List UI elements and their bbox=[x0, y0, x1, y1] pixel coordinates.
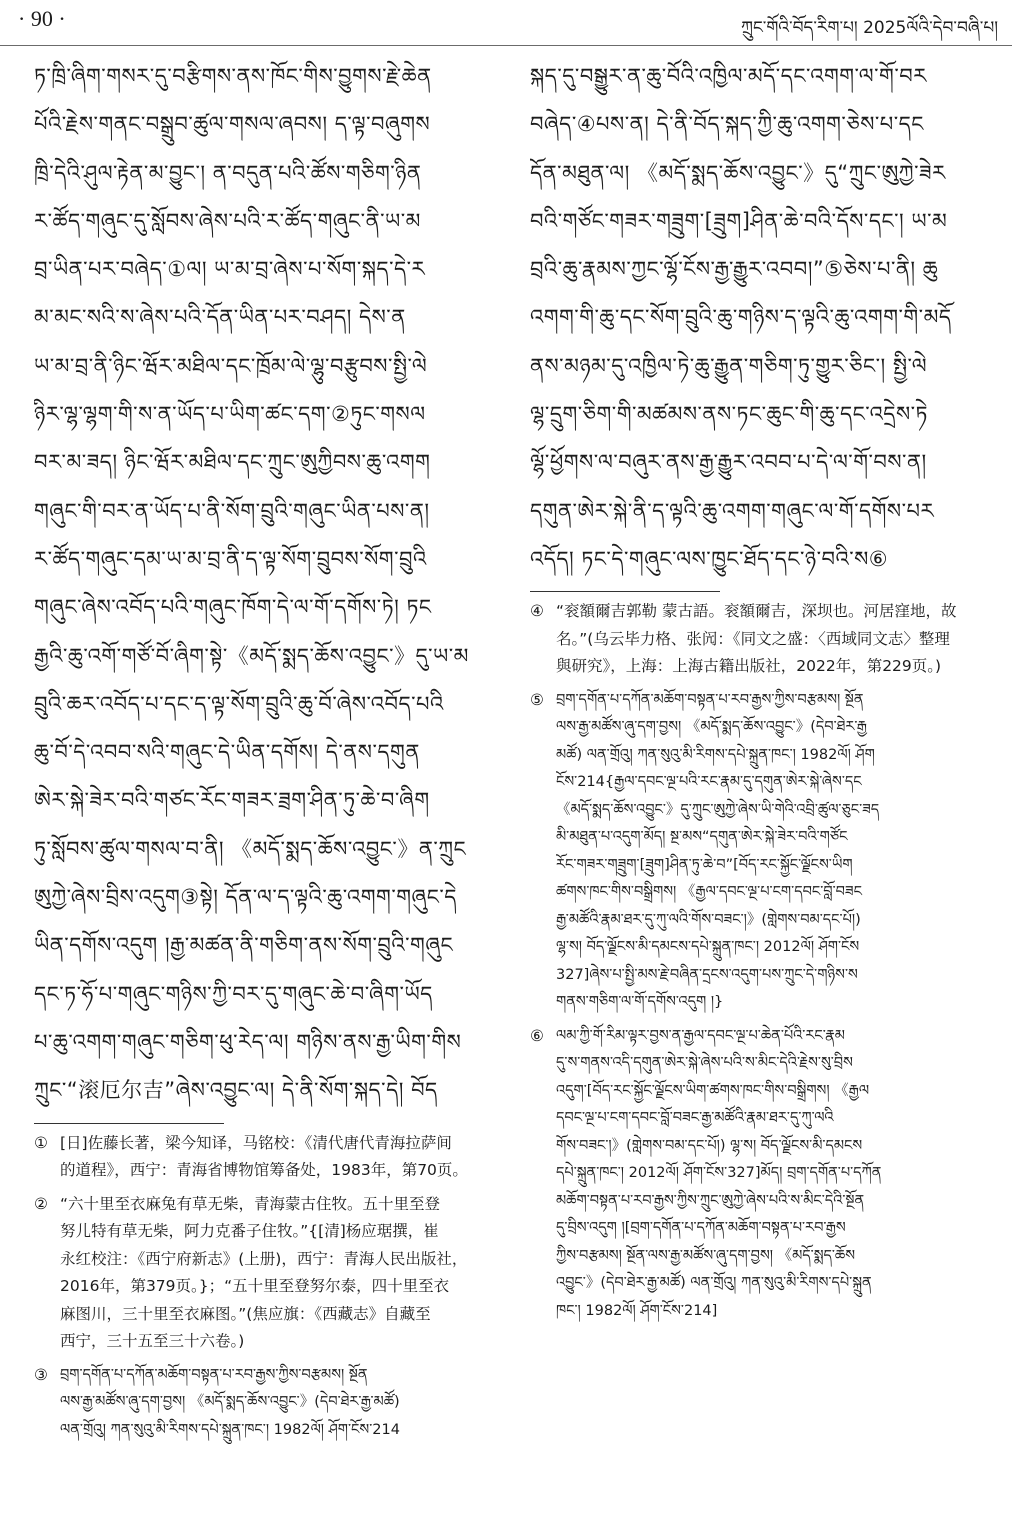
footnote-mark: ② bbox=[34, 1194, 48, 1213]
footnote-line: “衮額爾吉郭勒 蒙古語。衮額爾吉，深坝也。河居窪地，故 bbox=[556, 602, 957, 621]
footnote-line: 的道程》，西宁：青海省博物馆筹备处，1983年，第70页。 bbox=[60, 1161, 468, 1180]
footnote-line: 2016年，第379页。}；“五十里至登努尔泰，四十里至衣 bbox=[60, 1277, 450, 1296]
footnote-line: 與研究》，上海：上海古籍出版社，2022年，第229页。) bbox=[556, 657, 942, 676]
footnote-line: དུ་བྲིས་འདུག །[བྲག་དགོན་པ་དཀོན་མཆོག་བསྟན་པ་རབ་རྒྱས bbox=[556, 1220, 846, 1237]
page-header bbox=[0, 0, 1012, 46]
body-line: ཆུ་བོ་དེ་འབབ་སའི་གཞུང་དེ་ཡིན་དགོས། དེ་ནས་དགུན bbox=[34, 740, 420, 765]
footnote-line: 《མདོ་སྨད་ཆོས་འབྱུང་》དུ་ཀྲུང་ཨུཀྱེ་ཞེས་ཡི་གེའི་འབྲི་ཚུལ་ཅུང་ཟད bbox=[556, 801, 880, 818]
footnote-line: ལན་གྲོའུ། ཀན་སུའུ་མི་རིགས་དཔེ་སྐྲུན་ཁང་། 1982ལོ། ཤོག་ངོས་214 bbox=[60, 1421, 400, 1438]
footnote-line: གནས་གཅིག་ལ་གོ་དགོས་འདུག །} bbox=[556, 994, 724, 1011]
footnote-line: ཁང་། 1982ལོ། ཤོག་ངོས་214] bbox=[556, 1302, 718, 1319]
body-line: ཉིར་ལྷ་ལྷག་གི་ས་ན་ཡོད་པ་ཡིག་ཚང་དག་②ཏུང་གསལ bbox=[34, 402, 426, 427]
body-line: བཞེད་④པས་ན། དེ་ནི་བོད་སྐད་ཀྱི་ཆུ་འགག་ཅེས་པ་དང bbox=[530, 112, 924, 137]
body-line: ལྷོ་ཕྱོགས་ལ་བཞུར་ནས་རྒྱ་རྒྱུར་འབབ་པ་དེ་ལ་གོ་བས་ན། bbox=[530, 450, 927, 475]
body-line: འགག་གི་ཆུ་དང་སོག་བྲུའི་ཆུ་གཉིས་ད་ལྟའི་ཆུ་འགག་གི་མདོ bbox=[530, 305, 952, 330]
footnote-line: གོས་བཟང་།》(གླེགས་བམ་དང་པོ།) ལྷ་ས། བོད་ལྗོངས་མི་དམངས bbox=[556, 1137, 863, 1154]
body-line: བྲ་ཡིན་པར་བཞེད་①ལ། ཡ་མ་བྲ་ཞེས་པ་སོག་སྐད་དེ་ར bbox=[34, 257, 426, 282]
body-line: དོན་མཐུན་ལ། 《མདོ་སྨད་ཆོས་འབྱུང་》དུ“ཀྲུང་ཨུཀྱེ་ཟེར bbox=[530, 160, 946, 185]
footnote-line: རོང་གཟར་གཟྲུག་[ཟྲུག]ཤིན་ཏུ་ཆེ་བ”[བོད་རང་སྐྱོང་ལྗོངས་ཡིག bbox=[556, 856, 853, 873]
footnote-line: [日]佐藤长著，梁今知译，马铭校：《清代唐代青海拉萨间 bbox=[60, 1133, 452, 1152]
page-number: · 90 · bbox=[18, 6, 66, 31]
footnote-line: 努儿特有草无柴，阿力克番子住牧。”{[清]杨应琚撰，崔 bbox=[60, 1222, 439, 1241]
footnote-mark: ⑤ bbox=[530, 690, 544, 709]
footnote-line: ངོས་214{རྒྱལ་དབང་ལྔ་པའི་རང་རྣམ་དུ་དགུན་ཨེར་སྐེ་ཞེས་དང bbox=[556, 774, 862, 791]
footnote bbox=[530, 1023, 992, 1326]
footnote-line: མཆོག་བསྟན་པ་རབ་རྒྱས་ཀྱིས་ཀྲུང་ཨུཀྱེ་ཞེས་པའི་ས་མིང་དེའི་སྔོན bbox=[556, 1192, 865, 1209]
body-line: སྐད་དུ་བསྒྱུར་ན་ཆུ་བོའི་འཁྱིལ་མདོ་དང་འགག་ལ་གོ་བར bbox=[530, 64, 927, 88]
left-body-text bbox=[34, 52, 484, 1115]
footnote-line: འབྱུང་》(དེབ་ཐེར་རྒྱ་མཚོ) ལན་གྲོའུ། ཀན་སུའུ་མི་རིགས་དཔེ་སྐྲུན bbox=[556, 1275, 872, 1292]
footnote bbox=[34, 1362, 484, 1445]
footnote-line: བྲག་དགོན་པ་དཀོན་མཆོག་བསྟན་པ་རབ་རྒྱས་ཀྱིས་བརྩམས། སྔོན bbox=[556, 691, 864, 708]
body-line: དགུན་ཨེར་སྐེ་ནི་ད་ལྟའི་ཆུ་འགག་གཞུང་ལ་གོ་དགོས་པར bbox=[530, 498, 935, 523]
body-line: ལྷ་དྲུག་ཅིག་གི་མཚམས་ནས་ཏང་ཆུང་གི་ཆུ་དང་འདྲེས་ཏེ bbox=[530, 402, 928, 427]
footnote-line: ཚགས་ཁང་གིས་བསྒྲིགས། 《རྒྱལ་དབང་ལྔ་པ་ངག་དབང་བློ་བཟང bbox=[556, 884, 862, 901]
footnote-mark: ⑥ bbox=[530, 1026, 544, 1045]
body-line: བའི་གཙོང་གཟར་གཟྲུག་[ཟྲུག]ཤིན་ཆེ་བའི་དོས་དང་། ཡ་མ bbox=[530, 208, 948, 233]
footnote-line: ཀྱིས་བརྩམས། སྔོན་ལས་རྒྱ་མཚོས་ཞུ་དག་བྱས། 《མདོ་སྨད་ཆོས bbox=[556, 1247, 856, 1264]
body-line: པོའི་རྗེས་གནང་བསྒྲུབ་ཚུལ་གསལ་ཞབས། ད་ལྟ་བཞུགས bbox=[34, 112, 431, 137]
footnote-mark: ① bbox=[34, 1133, 48, 1152]
body-line: ཁྲི་དེའི་ཤུལ་རྟེན་མ་བྱུང་། ན་བདུན་པའི་ཚོས་གཅིག་ཉིན bbox=[34, 160, 422, 185]
body-line: རྒྱའི་ཆུ་འགོ་གཙོ་བོ་ཞིག་སྟེ་《མདོ་སྨད་ཆོས་འབྱུང་》དུ་ཡ་མ bbox=[34, 643, 469, 668]
footnote-line: ལྷ་ས། བོད་ལྗོངས་མི་དམངས་དཔེ་སྐྲུན་ཁང་། 2012ལོ། ཤོག་ངོས bbox=[556, 939, 860, 956]
body-line: དང་ཏ་ཧོ་པ་གཞུང་གཉིས་ཀྱི་བར་དུ་གཞུང་ཆེ་བ་ཞིག་ཡོད bbox=[34, 981, 433, 1006]
footnote-line: མཚོ) ལན་གྲོའུ། ཀན་སུའུ་མི་རིགས་དཔེ་སྐྲུན་ཁང་། 1982ལོ། ཤོག bbox=[556, 746, 875, 763]
footnote-line: འདུག་[བོད་རང་སྐྱོང་ལྗོངས་ཡིག་ཚགས་ཁང་གིས་བསྒྲིགས། 《རྒྱལ bbox=[556, 1082, 870, 1099]
body-line: ཏ་ཁྲི་ཞིག་གསར་དུ་བརྩིགས་ནས་ཁོང་གིས་བྱུགས་རྗེ་ཆེན bbox=[34, 64, 432, 88]
body-line: གཞུང་གི་བར་ན་ཡོད་པ་ནི་སོག་བྲུའི་གཞུང་ཡིན་པས་ན། bbox=[34, 498, 430, 523]
right-footnotes bbox=[530, 598, 992, 1325]
footnote-rule bbox=[34, 1123, 224, 1124]
footnote-line: བྲག་དགོན་པ་དཀོན་མཆོག་བསྟན་པ་རབ་རྒྱས་ཀྱིས་བརྩམས། སྔོན bbox=[60, 1366, 368, 1383]
body-line: འདོད། ཏང་དེ་གཞུང་ལས་ཁྱུང་ཐོད་དང་ཉེ་བའི་ས⑥ bbox=[530, 546, 889, 571]
right-body-text bbox=[530, 52, 992, 583]
body-line: ཡིན་དགོས་འདུག །རྒྱ་མཚན་ནི་གཅིག་ནས་སོག་བྲུའི་གཞུང bbox=[34, 933, 454, 958]
footnote-line: དཔེ་སྐྲུན་ཁང་། 2012ལོ། ཤོག་ངོས་327]མོད། བྲག་དགོན་པ་དཀོན bbox=[556, 1165, 882, 1182]
body-line: མ་མང་སའི་ས་ཞེས་པའི་དོན་ཡིན་པར་བཤད། དེས་ན bbox=[34, 305, 406, 330]
footnote bbox=[530, 598, 992, 681]
footnote-mark: ③ bbox=[34, 1365, 48, 1384]
footnote-line: མི་མཐུན་པ་འདུག་མོད། སྔ་མས“དགུན་ཨེར་སྐེ་ཟེར་བའི་གཙོང bbox=[556, 829, 848, 846]
footnote bbox=[530, 687, 992, 1017]
footnote-line: 327]ཞེས་པ་སྤྱི་མས་རྗེ་བཞིན་དྲངས་འདུག་པས་ཀྲུང་དེ་གཉིས་ས bbox=[556, 966, 858, 983]
right-column bbox=[530, 52, 992, 1331]
footnote-mark: ④ bbox=[530, 602, 544, 621]
footnote-line: 西宁，三十五至三十六卷。) bbox=[60, 1332, 245, 1351]
footnote-line: 名。”(乌云毕力格、张闶：《同文之盛：〈西域同文志〉整理 bbox=[556, 629, 950, 648]
footnote-line: ལས་རྒྱ་མཚོས་ཞུ་དག་བྱས། 《མདོ་སྨད་ཆོས་འབྱུང་》(དེབ་ཐེར་རྒྱ bbox=[556, 719, 867, 736]
footnote-line: “六十里至衣麻兔有草无柴，青海蒙古住牧。五十里至登 bbox=[60, 1194, 441, 1213]
footnote-line: 麻图川，三十里至衣麻图。”(焦应旗：《西藏志》自藏至 bbox=[60, 1304, 431, 1323]
journal-title: ཀྲུང་གོའི་བོད་རིག་པ། 2025ལོའི་དེབ་བཞི་པ། bbox=[740, 18, 998, 38]
body-line: བར་མ་ཟད། ཉིང་ཝོར་མཐིལ་དང་ཀྲུང་ཨུཀྱིབས་ཆུ་འགག bbox=[34, 450, 431, 475]
footnote bbox=[34, 1130, 484, 1185]
body-line: ཏུ་སློབས་ཚུལ་གསལ་བ་ནི། 《མདོ་སྨད་ཆོས་འབྱུང་》ན་ཀྲུང bbox=[34, 836, 467, 861]
body-line: ཡ་མ་བྲ་ནི་ཉིང་ཝོར་མཐིལ་དང་ཁྲོམ་ལེ་ལྷུ་བརྩུབས་སྤྱི་ལེ bbox=[34, 353, 428, 378]
left-footnotes bbox=[34, 1130, 484, 1445]
body-line: ར་ཚོད་གཞུང་དུ་སློབས་ཞེས་པའི་ར་ཚོད་གཞུང་ནི་ཡ་མ bbox=[34, 208, 421, 233]
footnote-line: 永红校注：《西宁府新志》(上册)，西宁：青海人民出版社， bbox=[60, 1249, 468, 1268]
body-line: ཨེར་སྐེ་ཟེར་བའི་གཙང་རོང་གཟར་ཟྲག་ཤིན་ཏུ་ཆེ་བ་ཞིག bbox=[34, 788, 430, 813]
footnote-line: དུ་ས་གནས་འདི་དགུན་ཨེར་སྐེ་ཞེས་པའི་ས་མིང་དེའི་རྗེས་སུ་བྲིས bbox=[556, 1055, 853, 1072]
left-column bbox=[34, 52, 484, 1450]
footnote bbox=[34, 1191, 484, 1356]
footnote-rule bbox=[530, 591, 720, 592]
footnote-line: དབང་ལྔ་པ་ངག་དབང་བློ་བཟང་རྒྱ་མཚོའི་རྣམ་ཐར་དུ་ཀུ་ལའི bbox=[556, 1110, 834, 1127]
body-line: བྲའི་ཆུ་རྣམས་ཀྱང་ལྷོ་ངོས་རྒྱ་རྒྱུར་འབབ།”⑤ཅེས་པ་ནི། ཆུ bbox=[530, 257, 939, 282]
body-line: ར་ཚོད་གཞུང་དམ་ཡ་མ་བྲ་ནི་ད་ལྟ་སོག་བྲུབས་སོག་བྲུའི bbox=[34, 546, 427, 571]
footnote-line: ལམ་ཀྱི་གོ་རིམ་ལྟར་བྱས་ན་རྒྱལ་དབང་ལྔ་པ་ཆེན་པོའི་རང་རྣམ bbox=[556, 1027, 845, 1044]
body-line: པ་ཆུ་འགག་གཞུང་གཅིག་ཕུ་རེད་ལ། གཉིས་ནས་རྒྱ་ཡིག་གིས bbox=[34, 1029, 462, 1054]
footnote-line: རྒྱ་མཚོའི་རྣམ་ཐར་དུ་ཀུ་ལའི་གོས་བཟང་།》(གླེགས་བམ་དང་པོ།) bbox=[556, 911, 861, 928]
body-line: གཞུང་ཞེས་འབོད་པའི་གཞུང་ཁོག་དེ་ལ་གོ་དགོས་ཏེ། ཏང bbox=[34, 595, 432, 620]
body-line: ནས་མཉམ་དུ་འཁྱིལ་ཏེ་ཆུ་རྒྱུན་གཅིག་ཏུ་གྱུར་ཅིང་། སྤྱི་ལེ bbox=[530, 353, 928, 378]
body-line: བྲུའི་ཆར་འབོད་པ་དང་ད་ལྟ་སོག་བྲུའི་ཆུ་བོ་ཞེས་འབོད་པའི bbox=[34, 691, 444, 716]
footnote-line: ལས་རྒྱ་མཚོས་ཞུ་དག་བྱས། 《མདོ་སྨད་ཆོས་འབྱུང་》(དེབ་ཐེར་རྒྱ་མཚོ) bbox=[60, 1394, 400, 1411]
body-line: ཀྲུང་“滚厄尔吉”ཞེས་འབྱུང་ལ། དེ་ནི་སོག་སྐད་དེ། བོད bbox=[34, 1078, 438, 1103]
body-line: ཨུཀྱེ་ཞེས་བྲིས་འདུག③སྟེ། དོན་ལ་ད་ལྟའི་ཆུ་འགག་གཞུང་དེ bbox=[34, 885, 457, 910]
